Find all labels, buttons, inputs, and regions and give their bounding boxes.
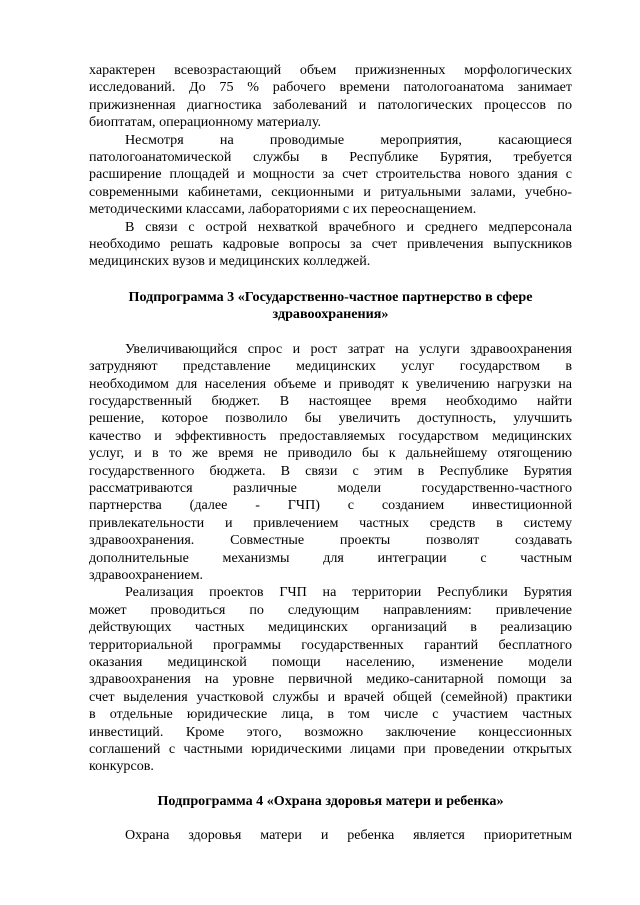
text-line: В связи с острой нехваткой врачебного и среднего медперсонала: [125, 218, 572, 235]
heading-line: Подпрограмма 3 «Государственно-частное партнерство в сфере: [128, 288, 533, 305]
text-line: в отдельные юридические лица, в том числе с участием частных: [89, 706, 572, 723]
subprogram-3-heading: [89, 289, 572, 324]
text-line: инвестиций. Кроме этого, возможно заключение концессионных: [89, 723, 572, 740]
text-line: здравоохранением.: [89, 566, 204, 583]
section-subprogram-3-text: [89, 341, 572, 776]
text-line: затрудняют представление медицинских услуг государством в: [89, 358, 572, 375]
text-line: современными кабинетами, секционными и ритуальными залами, учебно-: [89, 183, 572, 200]
text-line: прижизненная диагностика заболеваний и патологических процессов по: [89, 96, 572, 113]
text-line: медицинских вузов и медицинских колледжей.: [89, 253, 371, 270]
text-line: соглашений с частными юридическими лицами при проведении открытых: [89, 741, 572, 758]
text-line: решение, которое позволило бы увеличить доступность, улучшить: [89, 410, 572, 427]
text-line: характерен всевозрастающий объем прижизненных морфологических: [89, 62, 572, 78]
text-line: здравоохранения. Совместные проекты позволят создавать: [89, 532, 572, 549]
text-line: расширение площадей и мощности за счет строительства нового здания с: [89, 166, 572, 183]
text-line: рассматриваются различные модели государственно-частного: [89, 479, 572, 496]
text-line: государственный бюджет. В настоящее время необходимо найти: [89, 392, 572, 409]
text-line: методическими классами, лабораториями с их переоснащением.: [89, 201, 477, 218]
text-line: здравоохранения на уровне первичной медико-санитарной помощи за: [89, 671, 572, 688]
text-line: конкурсов.: [89, 758, 154, 775]
heading-line: здравоохранения»: [272, 306, 389, 323]
text-line: патологоанатомической службы в Республике Бурятия, требуется: [89, 149, 572, 166]
text-line: может проводиться по следующим направлениям: привлечение: [89, 601, 572, 618]
heading-line: Подпрограмма 4 «Охрана здоровья матери и ребенка»: [157, 792, 504, 809]
paragraph: [89, 584, 572, 775]
paragraph: [89, 62, 572, 132]
section-top-text: [89, 62, 572, 271]
text-line: качество и эффективность предоставляемых государством медицинских: [89, 427, 572, 444]
paragraph: [89, 132, 572, 219]
text-line: услуг, и в то же время не приводило бы к дальнейшему отягощению: [89, 445, 572, 462]
text-line: территориальной программы государственных гарантий бесплатного: [89, 636, 572, 653]
section-subprogram-4-text: [89, 827, 572, 844]
text-line: оказания медицинской помощи населению, изменение модели: [89, 654, 572, 670]
paragraph: [89, 219, 572, 271]
text-line: Несмотря на проводимые мероприятия, касающиеся: [125, 131, 572, 148]
text-line: действующих частных медицинских организаций в реализацию: [89, 619, 572, 636]
text-line: счет выделения участковой службы и врачей общей (семейной) практики: [89, 688, 572, 705]
text-line: привлекательности и привлечением частных средств в систему: [89, 514, 572, 531]
text-line: необходимом для населения объеме и приводят к увеличению нагрузки на: [89, 375, 572, 392]
text-line: биоптатам, операционному материалу.: [89, 114, 321, 131]
text-line: Реализация проектов ГЧП на территории Республики Бурятия: [125, 584, 572, 601]
text-line: дополнительные механизмы для интеграции с частным: [89, 549, 572, 566]
subprogram-4-heading: [89, 793, 572, 810]
text-line: необходимо решать кадровые вопросы за счет привлечения выпускников: [89, 236, 572, 253]
text-line: исследований. До 75 % рабочего времени патологоанатома занимает: [89, 79, 572, 96]
text-line: государственного бюджета. В связи с этим в Республике Бурятия: [89, 462, 572, 479]
text-line: Увеличивающийся спрос и рост затрат на услуги здравоохранения: [125, 340, 572, 357]
paragraph: [89, 341, 572, 585]
paragraph: [89, 827, 572, 844]
text-line: Охрана здоровья матери и ребенка является приоритетным: [125, 827, 572, 844]
text-line: партнерства (далее - ГЧП) с созданием инвестиционной: [89, 497, 572, 514]
